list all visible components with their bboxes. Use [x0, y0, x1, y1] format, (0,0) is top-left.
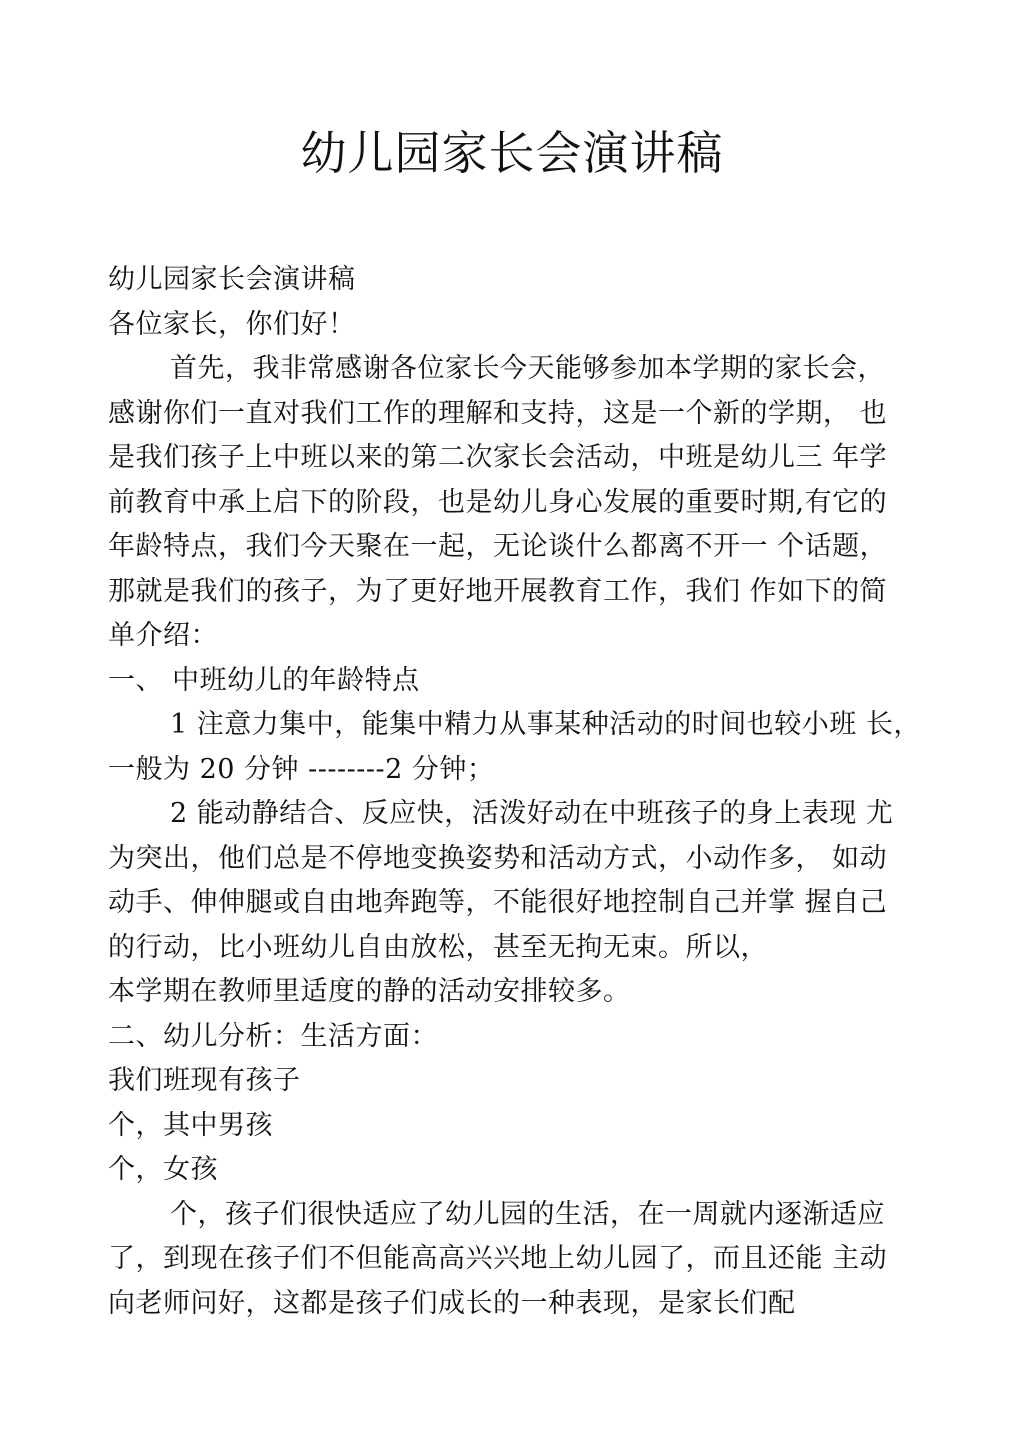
- text-line: 感谢你们一直对我们工作的理解和支持，这是一个新的学期， 也: [108, 397, 888, 429]
- text-line: 一般为 20 分钟 --------2 分钟；: [108, 753, 495, 785]
- text-line: 幼儿园家长会演讲稿: [108, 264, 356, 295]
- text-line: 本学期在教师里适度的静的活动安排较多。: [108, 976, 631, 1007]
- text-line: 个，其中男孩: [108, 1109, 273, 1141]
- text-line: 首先，我非常感谢各位家长今天能够参加本学期的家长会，: [170, 353, 885, 384]
- text-line: 个，女孩: [108, 1154, 218, 1185]
- text-line: 二、幼儿分析：生活方面：: [108, 1020, 438, 1052]
- text-line: 单介绍：: [108, 620, 218, 651]
- text-line: 一、 中班幼儿的年龄特点: [108, 664, 420, 696]
- text-line: 向老师问好，这都是孩子们成长的一种表现，是家长们配: [108, 1287, 796, 1319]
- text-line: 个，孩子们很快适应了幼儿园的生活，在一周就内逐渐适应: [170, 1198, 885, 1230]
- text-line: 的行动，比小班幼儿自由放松，甚至无拘无束。所以，: [108, 931, 768, 963]
- text-line: 前教育中承上启下的阶段，也是幼儿身心发展的重要时期,有它的: [108, 486, 888, 518]
- text-line: 为突出，他们总是不停地变换姿势和活动方式，小动作多， 如动: [108, 842, 888, 874]
- text-line: 是我们孩子上中班以来的第二次家长会活动，中班是幼儿三 年学: [108, 442, 888, 473]
- text-line: 我们班现有孩子: [108, 1065, 301, 1096]
- text-line: 了，到现在孩子们不但能高高兴兴地上幼儿园了，而且还能 主动: [108, 1243, 888, 1274]
- document-body: [108, 258, 930, 1326]
- text-line: 1 注意力集中，能集中精力从事某种活动的时间也较小班 长，: [170, 709, 921, 740]
- document-title: 幼儿园家长会演讲稿: [300, 126, 724, 180]
- text-line: 2 能动静结合、反应快，活泼好动在中班孩子的身上表现 尤: [170, 798, 894, 829]
- text-line: 年龄特点，我们今天聚在一起，无论谈什么都离不开一 个话题，: [108, 531, 888, 562]
- text-line: 那就是我们的孩子，为了更好地开展教育工作，我们 作如下的简: [108, 575, 888, 607]
- text-line: 动手、伸伸腿或自由地奔跑等，不能很好地控制自己并掌 握自己: [108, 887, 888, 918]
- text-line: 各位家长，你们好！: [108, 308, 356, 340]
